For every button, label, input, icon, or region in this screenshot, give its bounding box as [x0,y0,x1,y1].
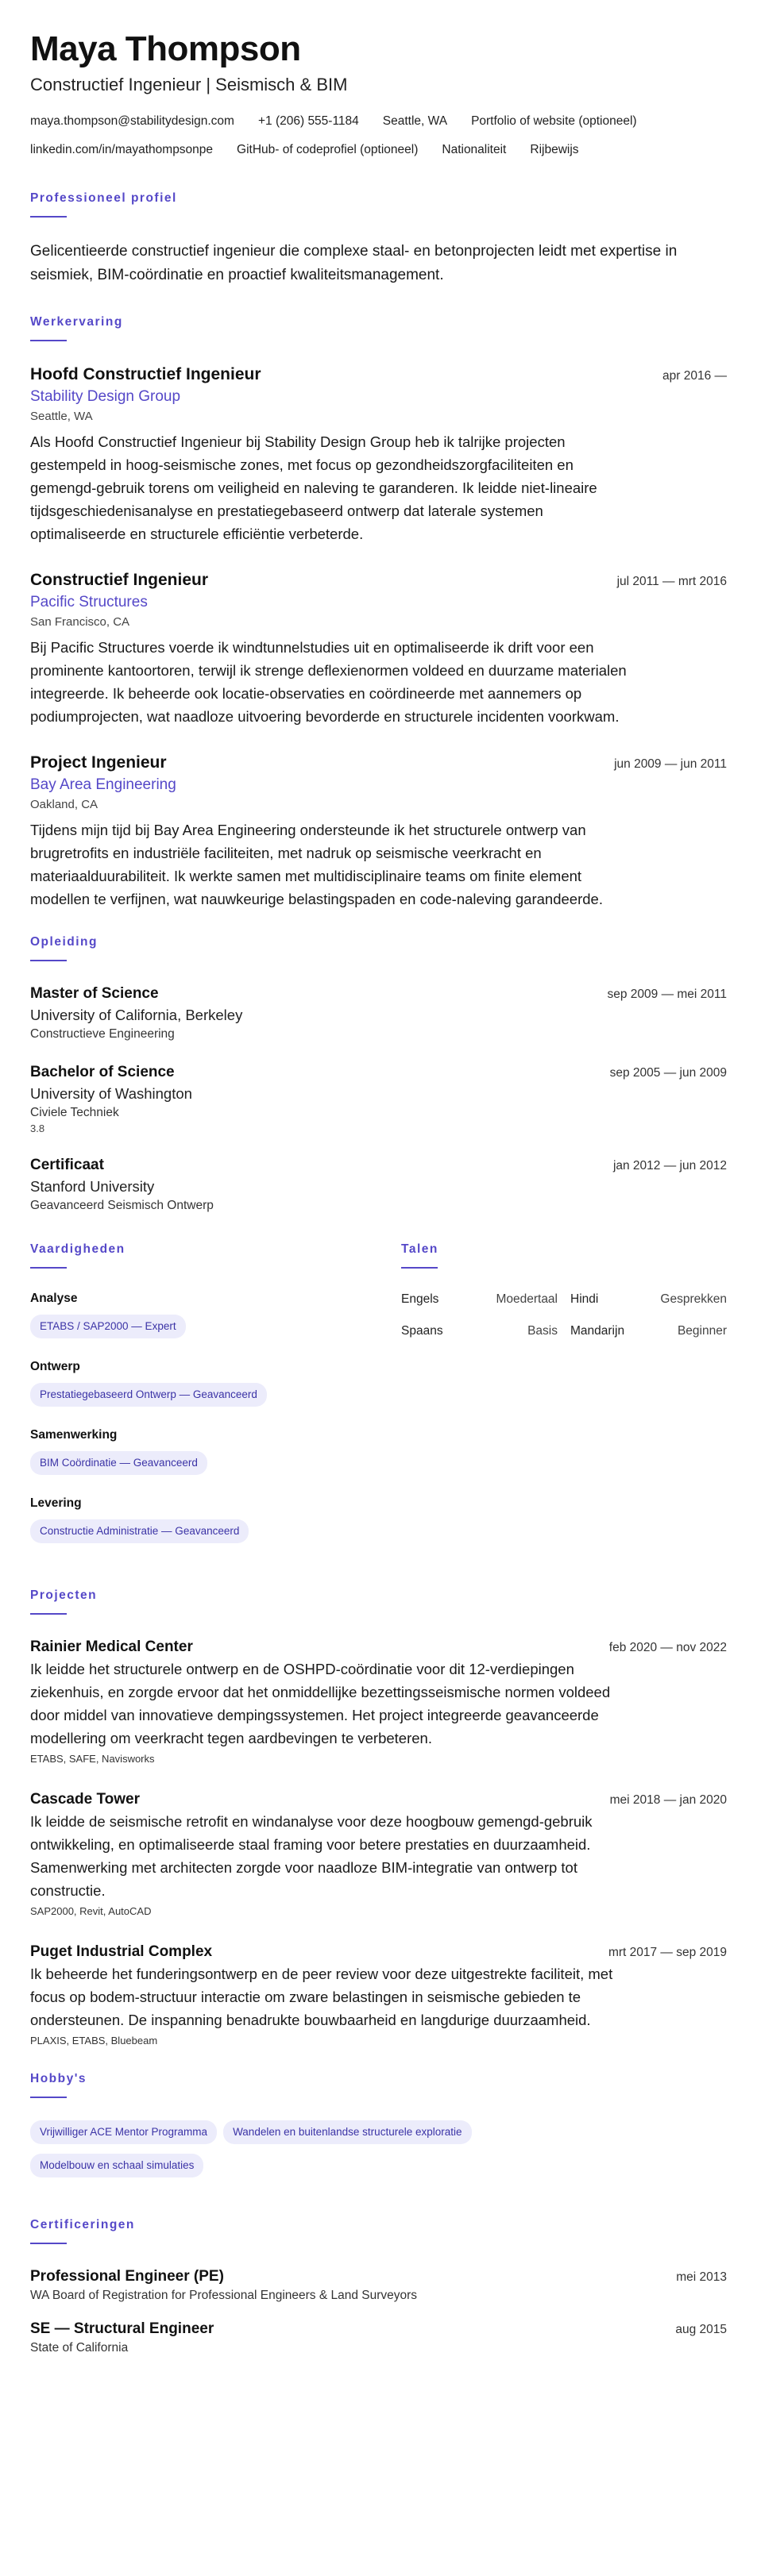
hobby-chip: Vrijwilliger ACE Mentor Programma [30,2120,217,2144]
project-description: Ik leidde de seismische retrofit en windanalyse voor deze hoogbouw gemengd-gebruik ontwikkeling, en optimaliseerde staal framing voor betere prestaties en duurzaamheid. Samenwerking met architecten zorgde voor naadloze BIM-integratie van ontwerp tot constructie. [30,1813,593,1899]
education-school: University of California, Berkeley [30,1007,243,1023]
education-date: sep 2005 — jun 2009 [609,1066,727,1080]
section-title: Certificeringen [30,2218,135,2231]
education-date: jan 2012 — jun 2012 [612,1159,727,1172]
education-section [30,934,727,1215]
job-description: Bij Pacific Structures voerde ik windtunnelstudies uit en optimaliseerde ik drift voor een prominente kantoortoren, terwijl ik strenge deflexienormen voldeed en duurzame materialen integreerde. Ik beheerde ook locatie-observaties en coördineerde met aannemers op podiumprojecten, wat naadloze uitvoering bevorderde en structurele incidenten voorkwam. [30,639,627,725]
contact-portfolio[interactable]: Portfolio of website (optioneel) [471,114,637,128]
section-divider [30,340,67,341]
job-entry [30,752,727,911]
job-location: San Francisco, CA [30,615,130,629]
education-grade: 3.8 [30,1122,45,1134]
section-divider [401,1267,438,1269]
education-date: sep 2009 — mei 2011 [607,988,727,1001]
resume-header [30,29,727,170]
hobby-chip: Wandelen en buitenlandse structurele exploratie [223,2120,471,2144]
section-divider [30,960,67,961]
section-title: Hobby's [30,2072,87,2085]
project-date: feb 2020 — nov 2022 [608,1641,727,1654]
language-name: Spaans [401,1324,443,1338]
job-date: apr 2016 — [662,369,727,383]
skill-chip: Constructie Administratie — Geavanceerd [30,1519,249,1543]
language-level: Basis [527,1324,558,1338]
project-name: Rainier Medical Center [30,1638,193,1655]
skill-category: Ontwerp [30,1360,80,1373]
project-tools: PLAXIS, ETABS, Bluebeam [30,2035,158,2047]
skill-group [30,1496,364,1564]
section-title: Vaardigheden [30,1242,126,1256]
education-degree: Certificaat [30,1157,104,1173]
certifications-section [30,2217,727,2357]
project-description: Ik beheerde het funderingsontwerp en de peer review voor deze uitgestrekte faciliteit, met focus op bodem-structuur interactie om zware belastingen in seismische gebieden te ondersteunen. De inspanning benadrukte bouwbaarheid en langdurige duurzaamheid. [30,1966,613,2028]
job-date: jun 2009 — jun 2011 [614,757,727,771]
contact-email[interactable]: maya.thompson@stabilitydesign.com [30,114,234,128]
education-school: University of Washington [30,1085,192,1102]
skill-group [30,1359,364,1427]
contact-github[interactable]: GitHub- of codeprofiel (optioneel) [237,143,419,156]
section-divider [30,2097,67,2098]
skills-languages-row [30,1242,727,1564]
headline: Constructief Ingenieur | Seismisch & BIM [30,75,348,94]
hobby-chip: Modelbouw en schaal simulaties [30,2154,203,2177]
language-item [570,1291,727,1308]
job-entry [30,364,727,545]
profile-section [30,191,727,287]
contact-linkedin[interactable]: linkedin.com/in/mayathompsonpe [30,143,214,156]
project-description: Ik leidde het structurele ontwerp en de OSHPD-coördinatie voor dit 12-verdiepingen ziekenhuis, en zorgde ervoor dat het onmiddellijke bezettingsseismische normen voldeed door middel van innovatieve dempingssystemen. Het project integreerde geavanceerde modellering om veerkracht tegen aardbevingen te verbeteren. [30,1661,611,1746]
contact-phone[interactable]: +1 (206) 555-1184 [257,114,359,128]
hobbies-section [30,2071,727,2187]
job-description: Als Hoofd Constructief Ingenieur bij Stability Design Group heb ik talrijke projecten gestempeld in hoog-seismische zones, met focus op gezondheidszorgfaciliteiten en gemengd-gebruik torens om veiligheid en naleving te garanderen. Ik leidde niet-lineaire tijdsgeschiedenisanalyse en prestatiegebaseerd ontwerp dat laterale systemen optimaliseerde en structurele efficiëntie verbeterde. [30,433,597,542]
skill-chip: ETABS / SAP2000 — Expert [30,1315,186,1338]
job-company: Stability Design Group [30,388,181,405]
project-tools: SAP2000, Revit, AutoCAD [30,1905,152,1917]
contact-location: Seattle, WA [382,114,448,128]
education-field: Civiele Techniek [30,1106,119,1119]
section-divider [30,1267,67,1269]
project-name: Puget Industrial Complex [30,1943,213,1960]
contact-list [30,113,727,170]
section-title: Professioneel profiel [30,191,177,205]
project-date: mrt 2017 — sep 2019 [608,1946,727,1959]
project-entry [30,1942,727,2049]
languages-section [401,1242,727,1564]
section-title: Talen [401,1242,438,1256]
section-title: Projecten [30,1588,98,1602]
job-company: Pacific Structures [30,594,148,610]
skill-category: Samenwerking [30,1428,118,1442]
job-title: Project Ingenieur [30,753,167,772]
language-level: Gesprekken [660,1292,727,1306]
project-name: Cascade Tower [30,1791,140,1808]
education-entry [30,984,727,1043]
candidate-name: Maya Thompson [30,29,301,68]
profile-summary: Gelicentieerde constructief ingenieur die complexe staal- en betonprojecten leidt met expertise in seismiek, BIM-coördinatie en proactief kwaliteitsmanagement. [30,243,678,283]
language-name: Hindi [570,1292,599,1306]
section-divider [30,2243,67,2244]
skills-section [30,1242,364,1564]
certification-issuer: State of California [30,2341,129,2355]
job-location: Oakland, CA [30,798,98,811]
skill-category: Levering [30,1496,82,1510]
education-school: Stanford University [30,1178,155,1195]
job-title: Hoofd Constructief Ingenieur [30,365,261,383]
education-entry [30,1155,727,1215]
language-name: Mandarijn [570,1324,625,1338]
skill-chip: Prestatiegebaseerd Ontwerp — Geavanceerd [30,1383,267,1407]
certification-entry [30,2266,727,2305]
certification-date: aug 2015 [675,2323,727,2336]
project-entry [30,1637,727,1767]
project-entry [30,1789,727,1919]
education-degree: Master of Science [30,985,159,1002]
experience-section [30,314,727,911]
section-divider [30,216,67,218]
education-field: Geavanceerd Seismisch Ontwerp [30,1199,214,1212]
contact-license: Rijbewijs [530,143,579,156]
certification-issuer: WA Board of Registration for Professional Engineers & Land Surveyors [30,2289,418,2302]
certification-date: mei 2013 [676,2270,727,2284]
language-item [570,1323,727,1340]
job-company: Bay Area Engineering [30,776,176,793]
language-list [401,1291,727,1340]
certification-name: SE — Structural Engineer [30,2320,214,2337]
language-item [401,1291,558,1308]
contact-nationality: Nationaliteit [442,143,507,156]
education-degree: Bachelor of Science [30,1064,175,1080]
education-entry [30,1062,727,1136]
certification-entry [30,2319,727,2357]
skill-category: Analyse [30,1292,78,1305]
job-title: Constructief Ingenieur [30,571,209,589]
job-description: Tijdens mijn tijd bij Bay Area Engineering ondersteunde ik het structurele ontwerp van brugretrofits en industriële faciliteiten, met nadruk op seismische veerkracht en materiaalduurabiliteit. Ik werkte samen met multidisciplinaire teams om finite element modellen te verfijnen, wat nauwkeurige belastingspaden en code-naleving garandeerde. [30,822,603,907]
section-title: Opleiding [30,935,98,949]
project-tools: ETABS, SAFE, Navisworks [30,1753,155,1765]
hobby-list [30,2120,586,2187]
projects-section [30,1588,727,2049]
language-level: Moedertaal [496,1292,558,1306]
section-divider [30,1613,67,1615]
skill-chip: BIM Coördinatie — Geavanceerd [30,1451,207,1475]
section-title: Werkervaring [30,315,123,329]
job-date: jul 2011 — mrt 2016 [616,575,727,588]
language-item [401,1323,558,1340]
skill-group [30,1427,364,1496]
language-name: Engels [401,1292,439,1306]
education-field: Constructieve Engineering [30,1027,175,1041]
project-date: mei 2018 — jan 2020 [609,1793,727,1807]
certification-name: Professional Engineer (PE) [30,2268,224,2285]
job-entry [30,569,727,728]
language-level: Beginner [677,1324,727,1338]
skill-group [30,1291,364,1359]
job-location: Seattle, WA [30,410,93,423]
